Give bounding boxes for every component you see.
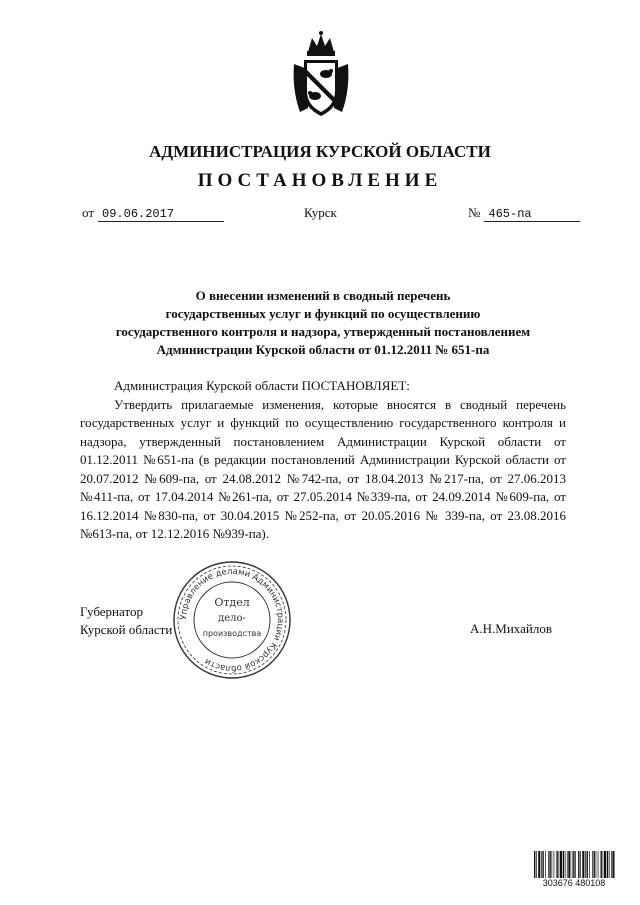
signatory-position [80,603,172,639]
document-date [82,205,224,222]
document-number [468,205,580,222]
date-value: 09.06.2017 [98,207,224,222]
stamp-ring-text: Управление делами Администрации Курской области [178,566,286,674]
body-lead: Администрация Курской области ПОСТАНОВЛЯЕТ: [114,378,410,393]
coat-of-arms-icon [290,30,352,120]
subject-line: Администрации Курской области от 01.12.2011 № 651-па [156,342,490,357]
barcode-number: 303676 480108 [533,878,615,888]
subject-line: государственного контроля и надзора, утвержденный постановлением [115,324,531,339]
subject-line: государственных услуг и функций по осуществлению [165,306,481,321]
stamp-center-line: дело- [218,613,246,624]
position-line: Губернатор [80,604,143,619]
document-body [80,377,566,544]
date-prefix: от [82,205,95,220]
subject-line: О внесении изменений в сводный перечень [195,288,451,303]
document-subject [80,287,566,359]
official-stamp [170,558,294,682]
body-paragraph: Утвердить прилагаемые изменения, которые вносятся в сводный перечень государственных услуг и функций по осуществлению государственного контроля и надзора, утвержденный постановлением Администрации Курской области от 01.12.2011 №651-па (в редакции постановлений Администрации Курской области от 20.07.2012 №609-па, от 24.08.2012 №742-па, от 18.04.2013 №217-па, от 27.06.2013 №411-па, от 17.04.2014 №261-па, от 27.05.2014 №339-па, от 24.09.2014 №609-па, от 16.12.2014 №830-па, от 30.04.2015 №252-па, от 20.05.2016 № 339-па, от 23.08.2016 №613-па, от 12.12.2016 №939-па). [80,396,566,541]
stamp-center-line: Отдел [214,596,250,609]
number-prefix: № [468,205,481,220]
position-line: Курской области [80,622,173,637]
stamp-center-line: производства [202,629,262,638]
document-city: Курск [304,205,337,220]
signatory-name: А.Н.Михайлов [470,621,552,636]
number-value: 465-па [484,207,580,222]
document-type: ПОСТАНОВЛЕНИЕ [197,170,443,191]
org-title: АДМИНИСТРАЦИЯ КУРСКОЙ ОБЛАСТИ [149,142,491,161]
